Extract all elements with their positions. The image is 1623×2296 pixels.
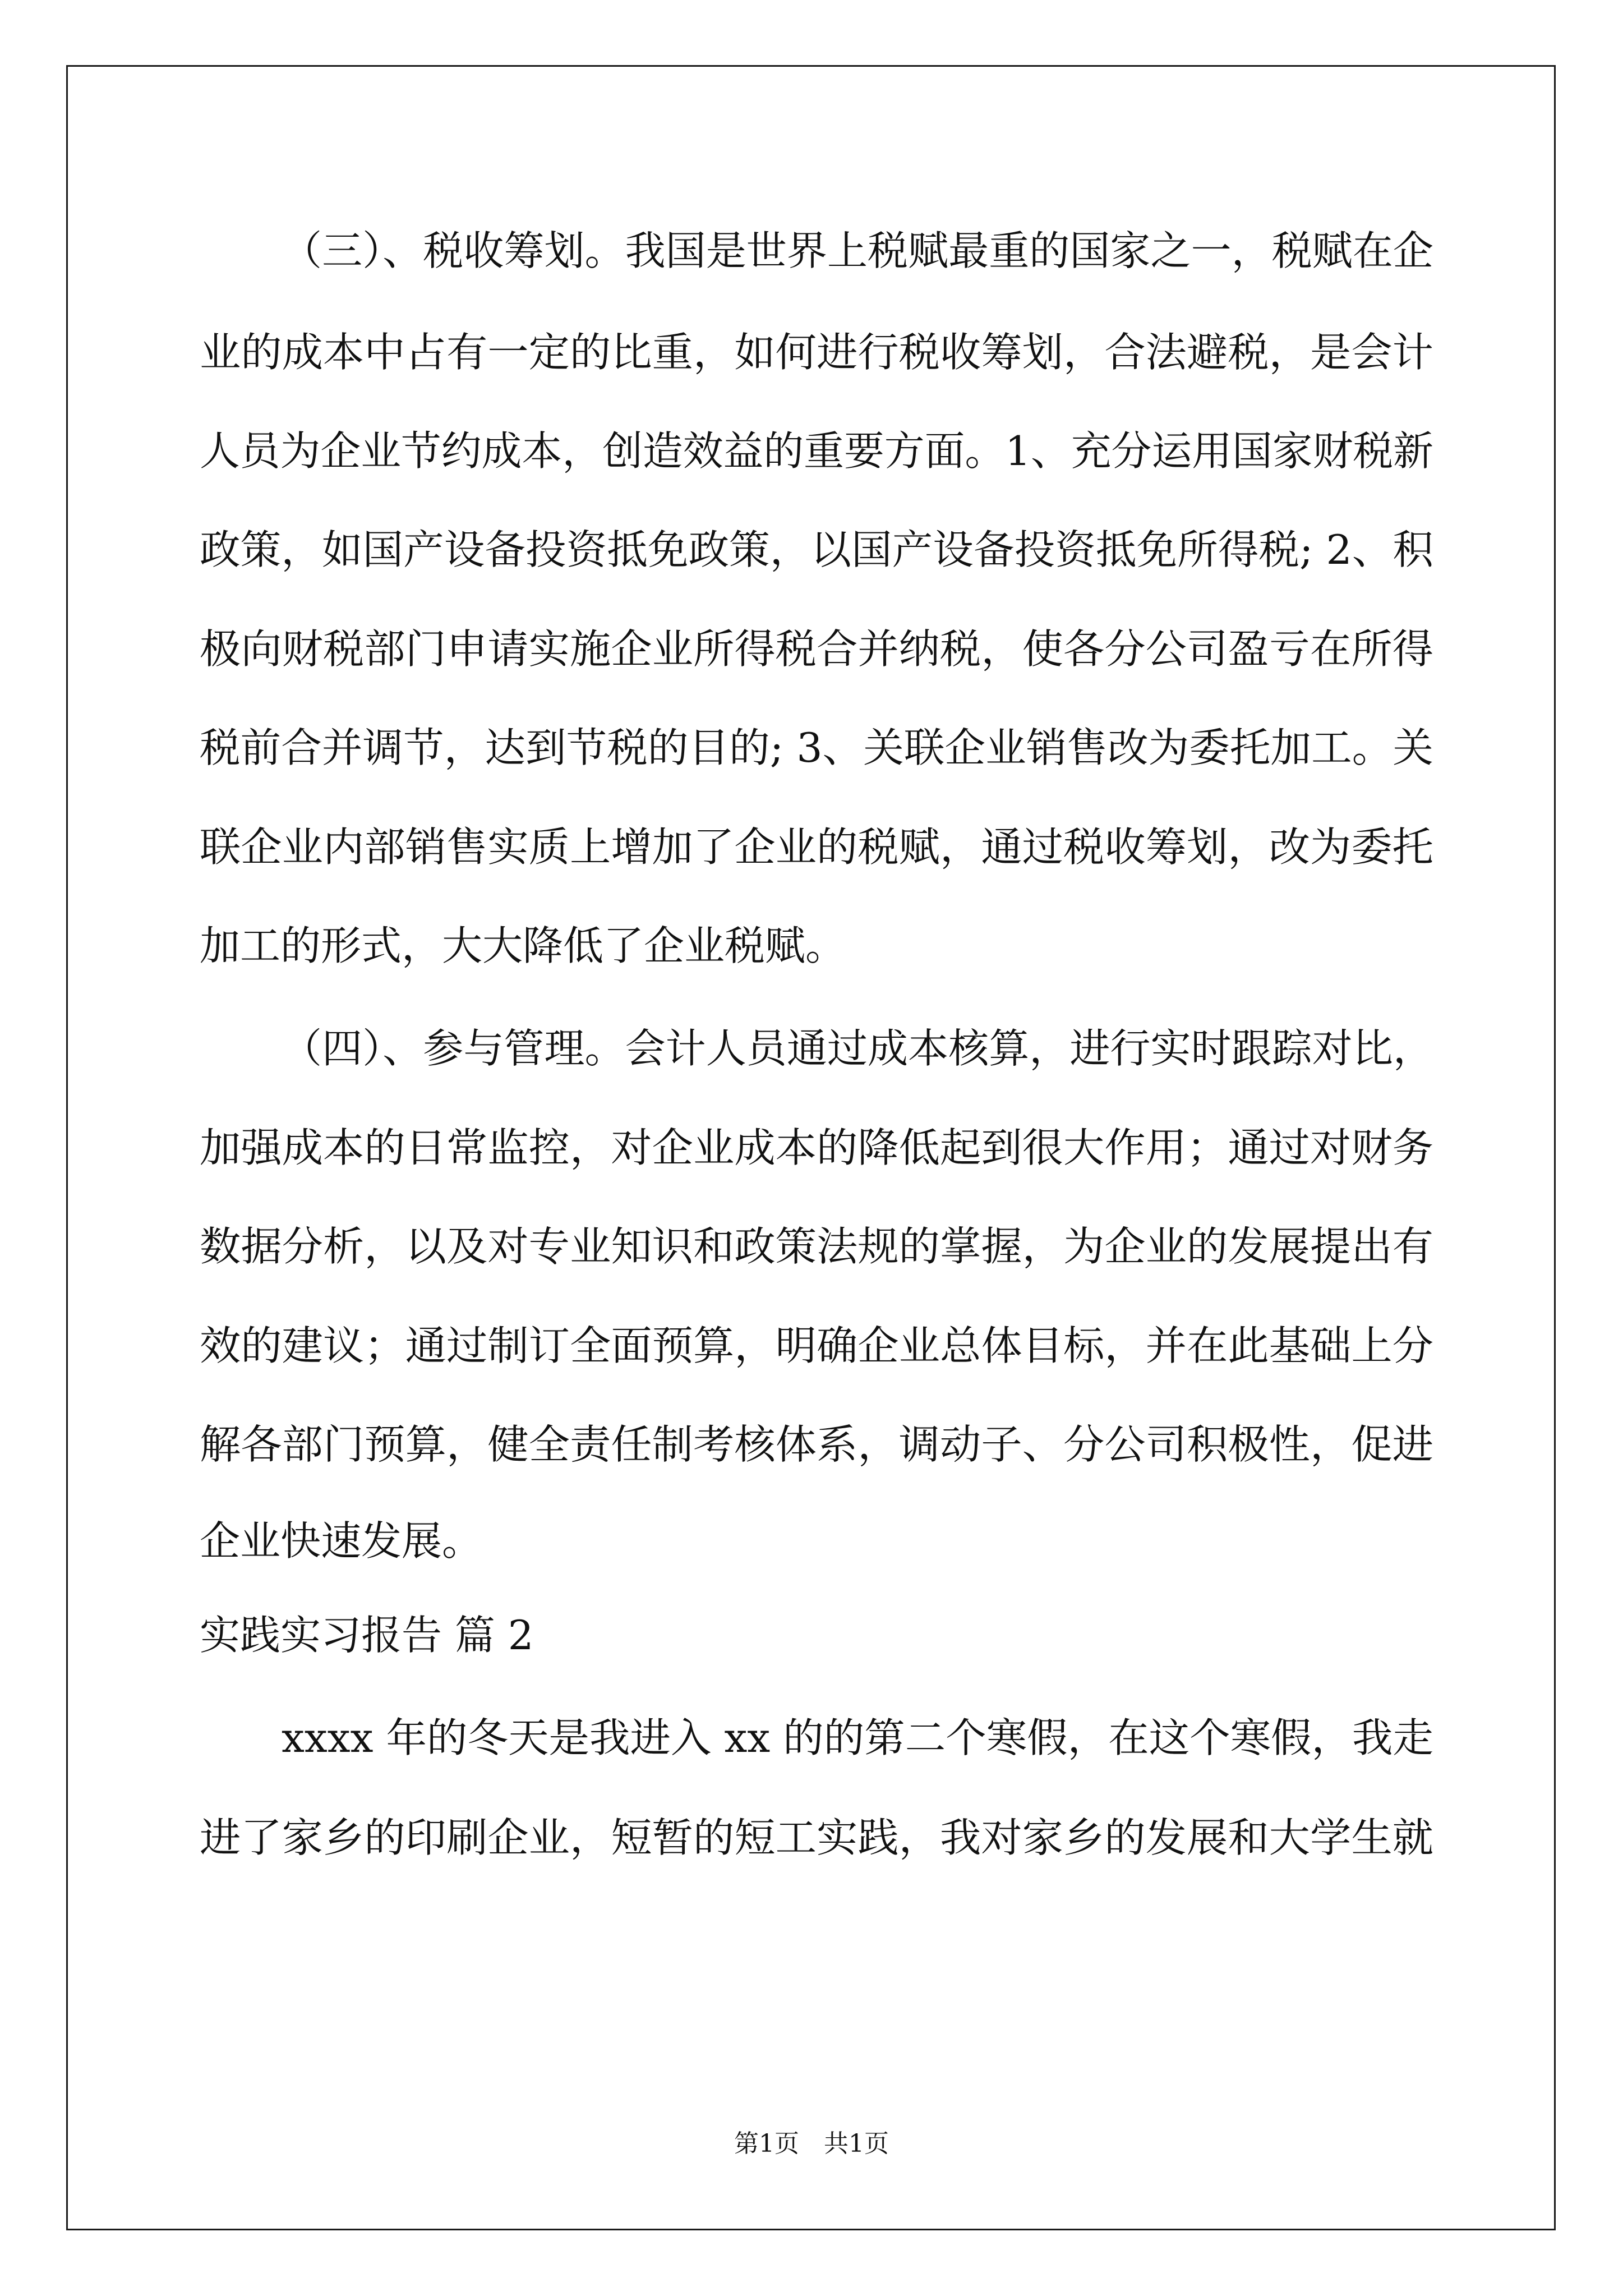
paragraph-line: 极向财税部门申请实施企业所得税合并纳税，使各分公司盈亏在所得 <box>200 625 1433 673</box>
paragraph-line: 人员为企业节约成本，创造效益的重要方面。1、充分运用国家财税新 <box>200 427 1433 475</box>
page-footer: 第1页 共1页 <box>734 2129 889 2158</box>
paragraph-line: 业的成本中占有一定的比重，如何进行税收筹划，合法避税，是会计 <box>200 329 1433 376</box>
paragraph-line: 效的建议；通过制订全面预算，明确企业总体目标，并在此基础上分 <box>200 1322 1433 1369</box>
paragraph-line: （四）、参与管理。会计人员通过成本核算，进行实时跟踪对比， <box>282 1025 1433 1072</box>
paragraph-line: 税前合并调节，达到节税的目的; 3、关联企业销售改为委托加工。关 <box>200 724 1433 771</box>
paragraph-line: 解各部门预算，健全责任制考核体系，调动子、分公司积极性，促进 <box>200 1421 1433 1468</box>
paragraph-line: 加工的形式，大大降低了企业税赋。 <box>200 922 846 969</box>
paragraph-line: xxxx 年的冬天是我进入 xx 的的第二个寒假，在这个寒假，我走 <box>282 1714 1433 1761</box>
paragraph-line: 加强成本的日常监控，对企业成本的降低起到很大作用；通过对财务 <box>200 1124 1433 1171</box>
paragraph-line: 政策，如国产设备投资抵免政策，以国产设备投资抵免所得税; 2、积 <box>200 526 1433 573</box>
paragraph-line: 进了家乡的印刷企业，短暂的短工实践，我对家乡的发展和大学生就 <box>200 1814 1433 1861</box>
paragraph-line: 联企业内部销售实质上增加了企业的税赋，通过税收筹划，改为委托 <box>200 823 1433 871</box>
paragraph-line: 数据分析，以及对专业知识和政策法规的掌握，为企业的发展提出有 <box>200 1223 1433 1270</box>
section-heading: 实践实习报告 篇 2 <box>200 1612 534 1659</box>
paragraph-line: （三）、税收筹划。我国是世界上税赋最重的国家之一，税赋在企 <box>282 227 1433 274</box>
paragraph-line: 企业快速发展。 <box>200 1517 483 1565</box>
